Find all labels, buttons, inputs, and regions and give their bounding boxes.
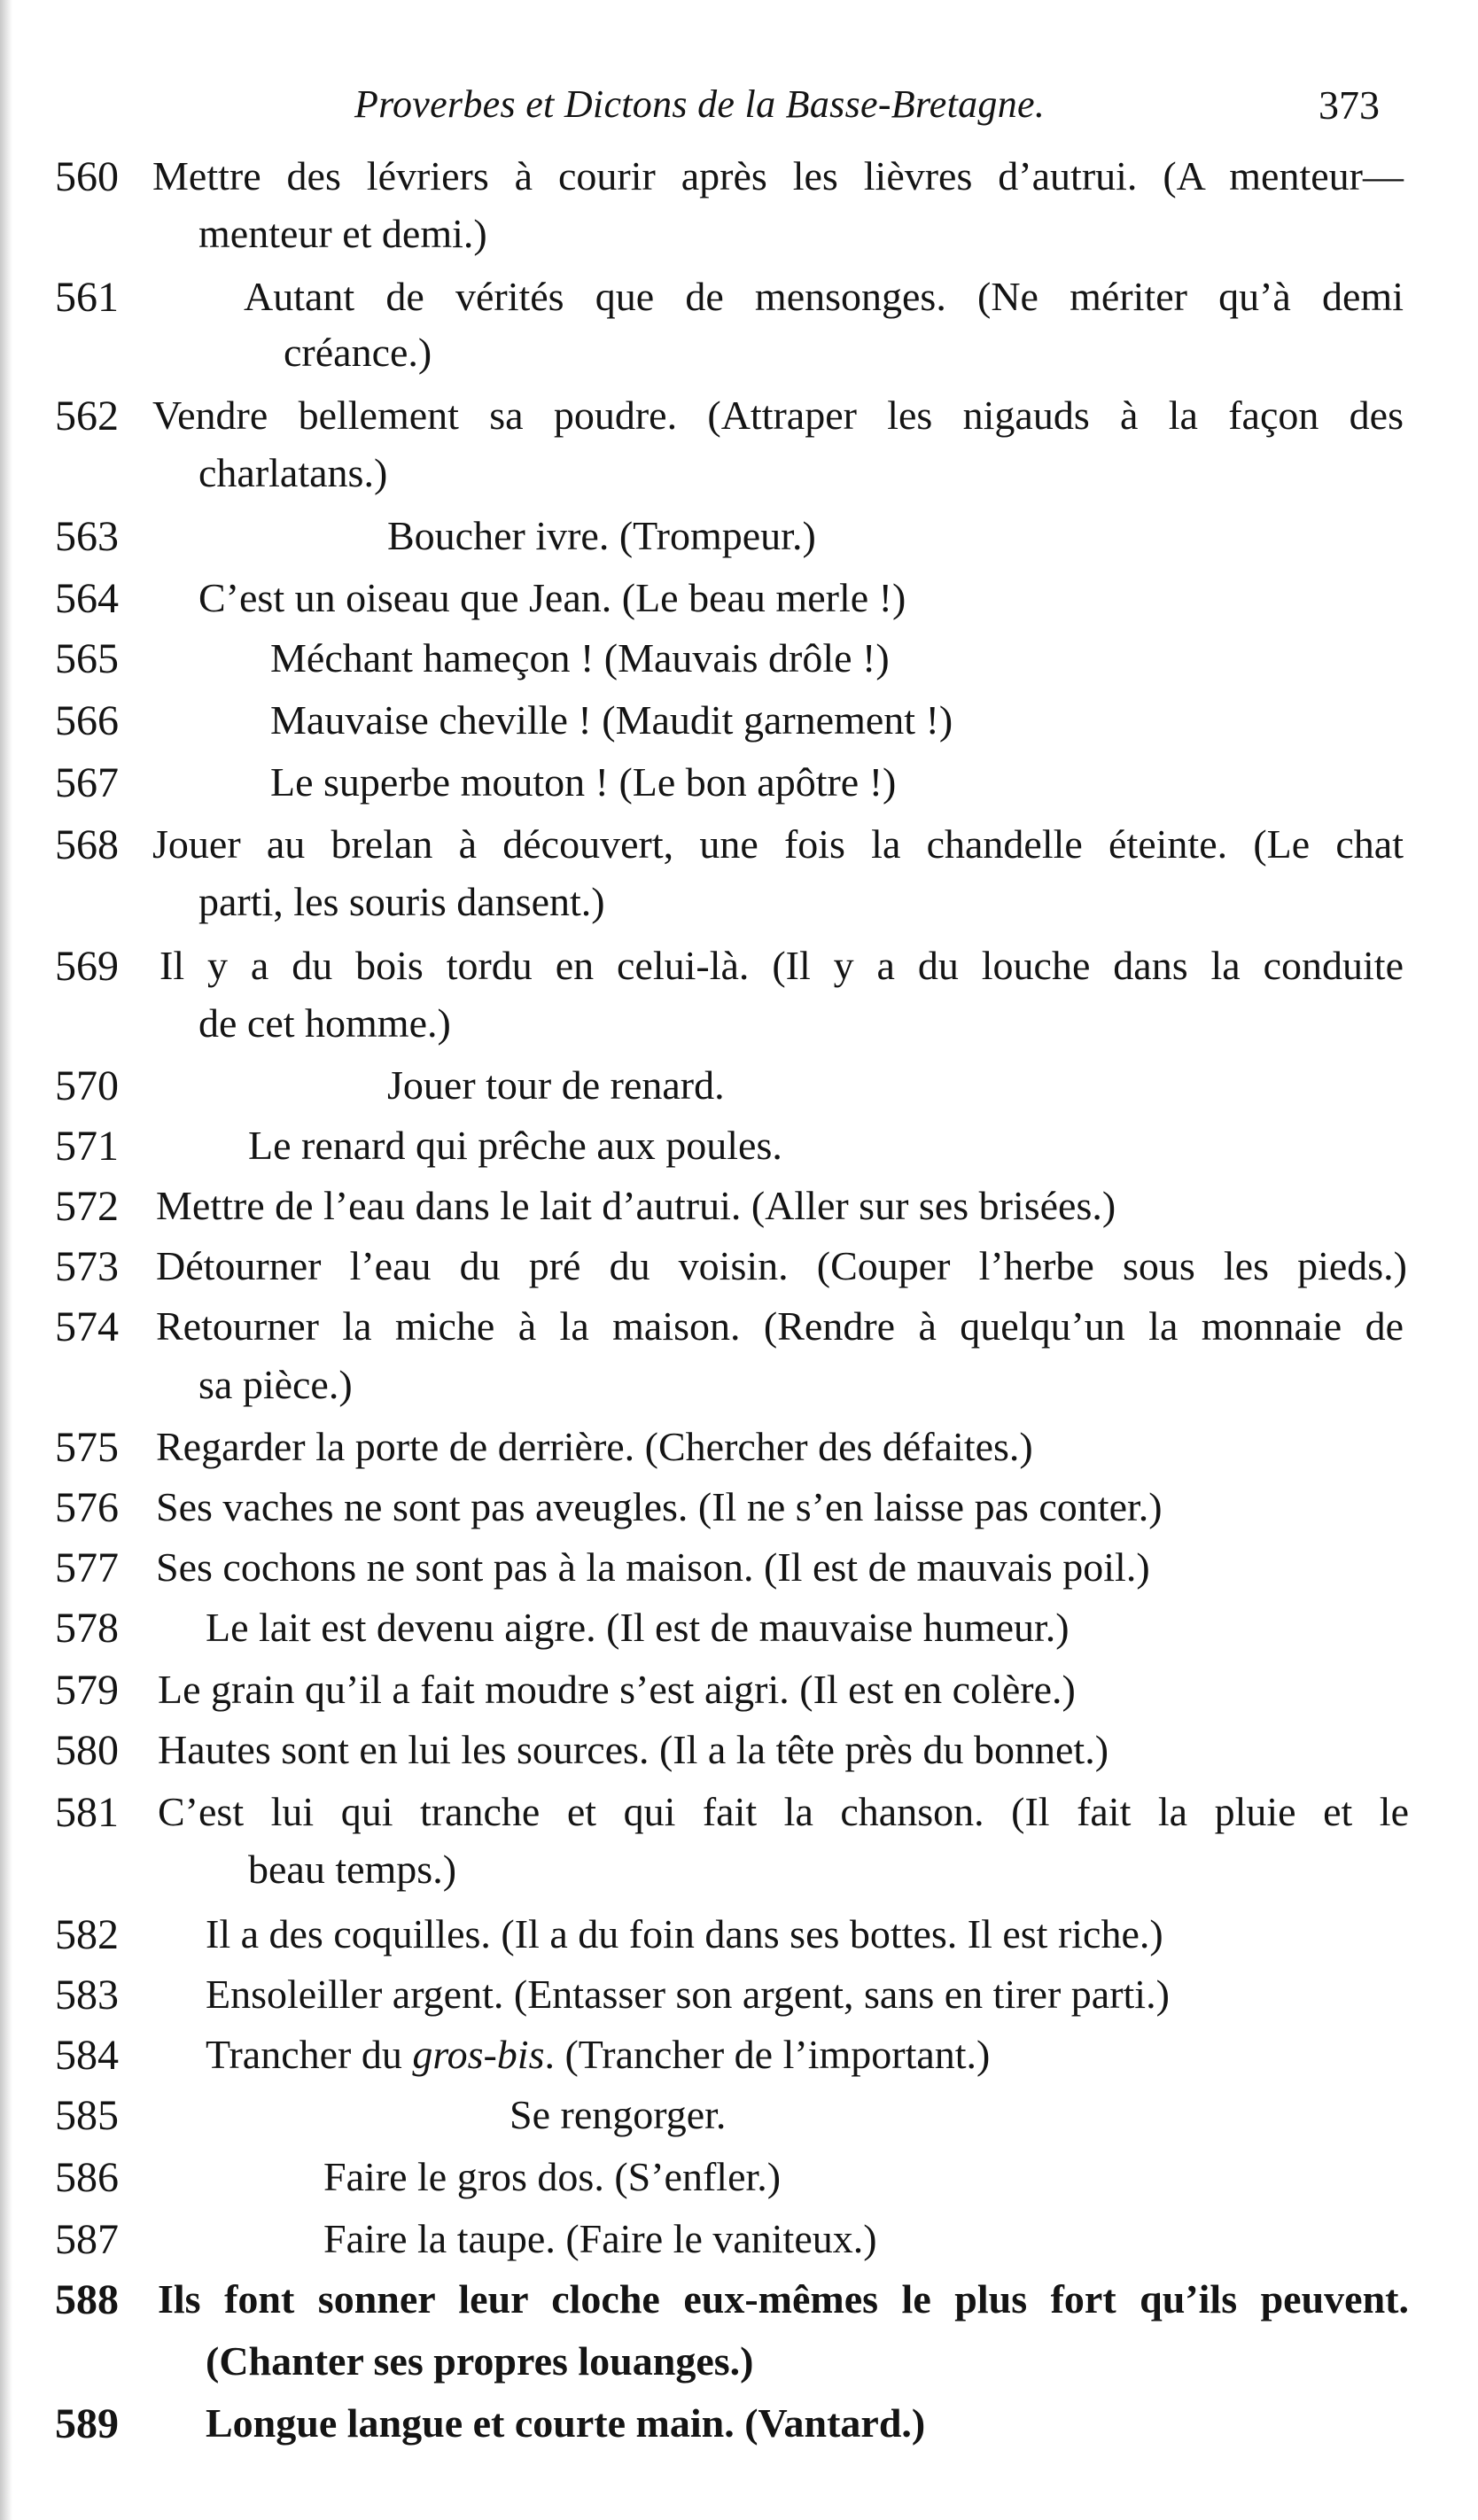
entry-text: Autant de vérités que de mensonges. (Ne mériter qu’à demi (244, 274, 1404, 319)
entry-number: 574 (55, 1303, 119, 1350)
entry-number: 576 (55, 1484, 119, 1531)
entry-text: Il y a du bois tordu en celui-là. (Il y a du louche dans la conduite (159, 943, 1404, 988)
entry-text: Ensoleiller argent. (Entasser son argent, sans en tirer parti.) (206, 1972, 1170, 2017)
entry-number: 566 (55, 697, 119, 744)
entry-text: Jouer au brelan à découvert, une fois la chandelle éteinte. (Le chat (152, 821, 1404, 867)
entry-number: 579 (55, 1667, 119, 1714)
entry-text-continued: beau temps.) (248, 1847, 457, 1892)
running-header-title: Proverbes et Dictons de la Basse-Bretagne. (354, 82, 1046, 126)
entry-text: Se rengorger. (510, 2092, 727, 2137)
entry-text-part: Trancher du (206, 2032, 413, 2077)
entry-number: 583 (55, 1972, 119, 2018)
entry-text: Il a des coquilles. (Il a du foin dans ses bottes. Il est riche.) (206, 1911, 1163, 1956)
entry-text: Faire la taupe. (Faire le vaniteux.) (323, 2216, 877, 2261)
entry-number: 587 (55, 2216, 119, 2263)
entry-text: C’est lui qui tranche et qui fait la chanson. (Il fait la pluie et le (158, 1789, 1409, 1834)
entry-number: 561 (55, 274, 119, 321)
entry-number: 570 (55, 1062, 119, 1109)
entry-text: Mauvaise cheville ! (Maudit garnement !) (270, 697, 953, 743)
entry-text: Hautes sont en lui les sources. (Il a la tête près du bonnet.) (158, 1727, 1109, 1772)
entry-text: Méchant hameçon ! (Mauvais drôle !) (270, 635, 890, 681)
entry-number: 588 (55, 2276, 119, 2323)
entry-text: Le grain qu’il a fait moudre s’est aigri. (Il est en colère.) (158, 1667, 1076, 1712)
entry-text: Mettre de l’eau dans le lait d’autrui. (Aller sur ses brisées.) (156, 1183, 1116, 1228)
entry-number: 585 (55, 2092, 119, 2139)
entry-number: 577 (55, 1544, 119, 1591)
entry-text: Retourner la miche à la maison. (Rendre à quelqu’un la monnaie de (156, 1303, 1404, 1349)
entry-number: 573 (55, 1243, 119, 1290)
entry-text: Vendre bellement sa poudre. (Attraper les nigauds à la façon des (152, 393, 1404, 438)
entry-text: Jouer tour de renard. (387, 1062, 725, 1108)
entry-text: Mettre des lévriers à courir après les lièvres d’autrui. (A menteur— (152, 153, 1404, 198)
entry-text-continued: créance.) (284, 330, 432, 375)
entry-number: 586 (55, 2154, 119, 2201)
page-number: 373 (1319, 82, 1380, 128)
entry-text-continued: menteur et demi.) (198, 211, 487, 256)
entry-text: Le renard qui prêche aux poules. (248, 1123, 782, 1168)
entry-number: 572 (55, 1183, 119, 1230)
entry-number: 571 (55, 1123, 119, 1170)
entry-text-continued: (Chanter ses propres louanges.) (206, 2338, 754, 2384)
entry-text-continued: de cet homme.) (198, 1000, 451, 1046)
entry-number: 582 (55, 1911, 119, 1958)
entry-text-continued: parti, les souris dansent.) (198, 879, 605, 924)
entry-text: Le superbe mouton ! (Le bon apôtre !) (270, 759, 897, 805)
entry-number: 560 (55, 153, 119, 200)
entry-number: 589 (55, 2400, 119, 2447)
entry-number: 567 (55, 759, 119, 806)
entry-text-continued: sa pièce.) (198, 1362, 353, 1407)
entry-number: 568 (55, 821, 119, 868)
entry-number: 581 (55, 1789, 119, 1836)
entry-number: 578 (55, 1605, 119, 1652)
entry-text: C’est un oiseau que Jean. (Le beau merle !) (198, 575, 906, 620)
entry-text-italic: gros-bis (412, 2032, 545, 2077)
entry-text (206, 2034, 990, 2075)
entry-text: Boucher ivre. (Trompeur.) (387, 513, 816, 558)
entry-text: Le lait est devenu aigre. (Il est de mauvaise humeur.) (206, 1605, 1070, 1650)
entry-text: Faire le gros dos. (S’enfler.) (323, 2154, 782, 2199)
entry-number: 584 (55, 2032, 119, 2079)
entry-number: 565 (55, 635, 119, 682)
entry-number: 564 (55, 575, 119, 622)
entry-number: 575 (55, 1424, 119, 1471)
entry-number: 563 (55, 513, 119, 560)
entry-number: 562 (55, 393, 119, 439)
entry-text-continued: charlatans.) (198, 450, 388, 495)
entry-number: 569 (55, 943, 119, 990)
entry-text: Détourner l’eau du pré du voisin. (Couper l’herbe sous les pieds.) (156, 1243, 1407, 1288)
entry-text: Ses vaches ne sont pas aveugles. (Il ne s’en laisse pas conter.) (156, 1484, 1163, 1529)
entry-text-part: . (Trancher de l’important.) (544, 2032, 991, 2077)
entry-text: Longue langue et courte main. (Vantard.) (206, 2400, 926, 2446)
entry-text: Ses cochons ne sont pas à la maison. (Il est de mauvais poil.) (156, 1544, 1150, 1590)
entry-text: Ils font sonner leur cloche eux-mêmes le plus fort qu’ils peuvent. (158, 2276, 1409, 2322)
entry-text: Regarder la porte de derrière. (Chercher des défaites.) (156, 1424, 1033, 1469)
entry-number: 580 (55, 1727, 119, 1774)
